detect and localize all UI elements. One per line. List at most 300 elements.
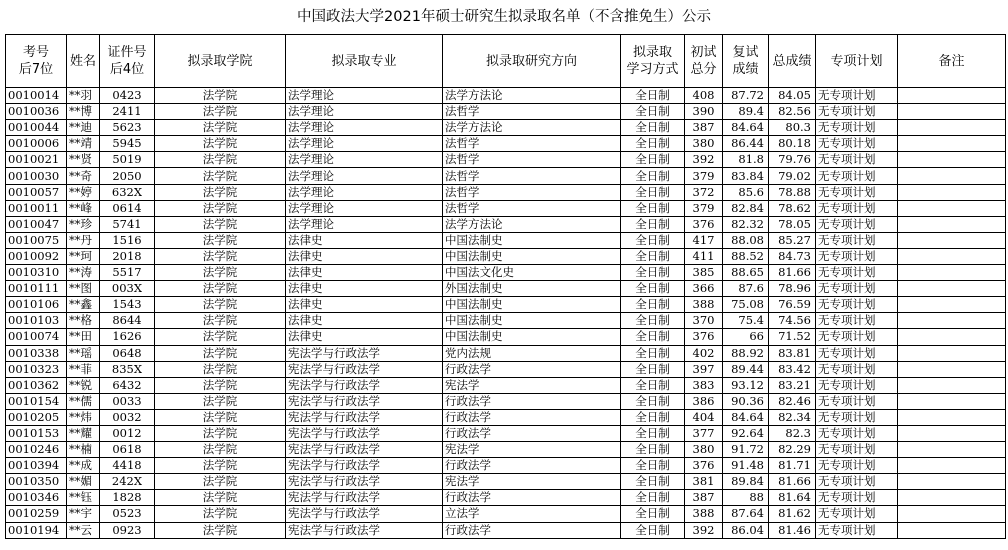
name-cell: **珂: [67, 248, 100, 264]
name-cell: **锐: [67, 377, 100, 393]
name-cell: **图: [67, 281, 100, 297]
college-cell: 法学院: [155, 120, 286, 136]
special-plan-cell: 无专项计划: [816, 88, 898, 104]
remarks-cell: [898, 120, 1006, 136]
college-cell: 法学院: [155, 200, 286, 216]
exam-no-cell: 0010154: [6, 393, 67, 409]
exam-no-cell: 0010106: [6, 297, 67, 313]
total-score-cell: 83.42: [769, 361, 816, 377]
remarks-cell: [898, 216, 1006, 232]
table-row: [6, 152, 1006, 168]
direction-cell: 中国法制史: [443, 248, 621, 264]
study-mode-cell: 全日制: [621, 297, 685, 313]
initial-score-cell: 381: [685, 474, 723, 490]
direction-cell: 行政法学: [443, 458, 621, 474]
initial-score-cell: 383: [685, 377, 723, 393]
study-mode-cell: 全日制: [621, 120, 685, 136]
name-cell: **丹: [67, 232, 100, 248]
table-row: [6, 474, 1006, 490]
direction-cell: 中国法制史: [443, 313, 621, 329]
remarks-cell: [898, 345, 1006, 361]
direction-cell: 行政法学: [443, 361, 621, 377]
total-score-cell: 78.88: [769, 184, 816, 200]
id-cell: 0423: [100, 88, 155, 104]
special-plan-cell: 无专项计划: [816, 409, 898, 425]
college-cell: 法学院: [155, 184, 286, 200]
total-score-cell: 79.02: [769, 168, 816, 184]
retest-score-cell: 83.84: [723, 168, 769, 184]
direction-cell: 宪法学: [443, 377, 621, 393]
special-plan-cell: 无专项计划: [816, 184, 898, 200]
major-cell: 宪法学与行政法学: [286, 393, 443, 409]
name-cell: **迪: [67, 120, 100, 136]
id-cell: 1543: [100, 297, 155, 313]
special-plan-cell: 无专项计划: [816, 522, 898, 538]
total-score-cell: 80.18: [769, 136, 816, 152]
major-cell: 法律史: [286, 265, 443, 281]
study-mode-cell: 全日制: [621, 232, 685, 248]
retest-score-cell: 82.32: [723, 216, 769, 232]
initial-score-cell: 387: [685, 120, 723, 136]
remarks-cell: [898, 281, 1006, 297]
direction-cell: 法哲学: [443, 152, 621, 168]
direction-cell: 中国法文化史: [443, 265, 621, 281]
exam-no-cell: 0010338: [6, 345, 67, 361]
retest-score-cell: 75.08: [723, 297, 769, 313]
exam-no-cell: 0010259: [6, 506, 67, 522]
total-score-cell: 82.46: [769, 393, 816, 409]
college-cell: 法学院: [155, 232, 286, 248]
major-cell: 法律史: [286, 232, 443, 248]
remarks-cell: [898, 409, 1006, 425]
initial-score-cell: 380: [685, 136, 723, 152]
direction-cell: 宪法学: [443, 442, 621, 458]
study-mode-cell: 全日制: [621, 409, 685, 425]
initial-score-cell: 390: [685, 104, 723, 120]
id-cell: 1516: [100, 232, 155, 248]
initial-score-cell: 372: [685, 184, 723, 200]
id-cell: 1828: [100, 490, 155, 506]
remarks-cell: [898, 425, 1006, 441]
remarks-cell: [898, 474, 1006, 490]
major-cell: 法学理论: [286, 88, 443, 104]
total-score-cell: 79.76: [769, 152, 816, 168]
direction-cell: 法哲学: [443, 136, 621, 152]
total-score-cell: 76.59: [769, 297, 816, 313]
id-cell: 6432: [100, 377, 155, 393]
table-row: [6, 168, 1006, 184]
name-cell: **媚: [67, 474, 100, 490]
direction-cell: 立法学: [443, 506, 621, 522]
college-cell: 法学院: [155, 393, 286, 409]
table-body: [6, 88, 1006, 539]
col-remarks-header: 备注: [898, 35, 1006, 88]
college-cell: 法学院: [155, 297, 286, 313]
exam-no-cell: 0010310: [6, 265, 67, 281]
remarks-cell: [898, 200, 1006, 216]
table-row: [6, 216, 1006, 232]
initial-score-cell: 385: [685, 265, 723, 281]
college-cell: 法学院: [155, 329, 286, 345]
id-cell: 003X: [100, 281, 155, 297]
retest-score-cell: 66: [723, 329, 769, 345]
major-cell: 宪法学与行政法学: [286, 409, 443, 425]
major-cell: 宪法学与行政法学: [286, 474, 443, 490]
direction-cell: 党内法规: [443, 345, 621, 361]
total-score-cell: 81.62: [769, 506, 816, 522]
name-cell: **峰: [67, 200, 100, 216]
study-mode-cell: 全日制: [621, 281, 685, 297]
exam-no-cell: 0010346: [6, 490, 67, 506]
college-cell: 法学院: [155, 265, 286, 281]
name-cell: **靖: [67, 136, 100, 152]
study-mode-cell: 全日制: [621, 248, 685, 264]
id-cell: 0614: [100, 200, 155, 216]
major-cell: 法学理论: [286, 136, 443, 152]
retest-score-cell: 91.48: [723, 458, 769, 474]
major-cell: 宪法学与行政法学: [286, 345, 443, 361]
college-cell: 法学院: [155, 425, 286, 441]
exam-no-cell: 0010044: [6, 120, 67, 136]
exam-no-cell: 0010111: [6, 281, 67, 297]
study-mode-cell: 全日制: [621, 506, 685, 522]
direction-cell: 行政法学: [443, 393, 621, 409]
special-plan-cell: 无专项计划: [816, 120, 898, 136]
direction-cell: 法学方法论: [443, 120, 621, 136]
major-cell: 宪法学与行政法学: [286, 361, 443, 377]
col-initial-score-header: 初试 总分: [685, 35, 723, 88]
total-score-cell: 83.21: [769, 377, 816, 393]
retest-score-cell: 75.4: [723, 313, 769, 329]
direction-cell: 行政法学: [443, 425, 621, 441]
retest-score-cell: 88: [723, 490, 769, 506]
direction-cell: 法学方法论: [443, 88, 621, 104]
college-cell: 法学院: [155, 313, 286, 329]
id-cell: 5517: [100, 265, 155, 281]
study-mode-cell: 全日制: [621, 490, 685, 506]
direction-cell: 行政法学: [443, 490, 621, 506]
retest-score-cell: 89.4: [723, 104, 769, 120]
table-row: [6, 120, 1006, 136]
special-plan-cell: 无专项计划: [816, 136, 898, 152]
name-cell: **涛: [67, 265, 100, 281]
special-plan-cell: 无专项计划: [816, 361, 898, 377]
name-cell: **奇: [67, 168, 100, 184]
special-plan-cell: 无专项计划: [816, 329, 898, 345]
retest-score-cell: 84.64: [723, 409, 769, 425]
col-id-header: 证件号 后4位: [100, 35, 155, 88]
page-title: 中国政法大学2021年硕士研究生拟录取名单（不含推免生）公示: [297, 9, 711, 25]
retest-score-cell: 88.08: [723, 232, 769, 248]
exam-no-cell: 0010030: [6, 168, 67, 184]
remarks-cell: [898, 265, 1006, 281]
major-cell: 宪法学与行政法学: [286, 458, 443, 474]
exam-no-cell: 0010362: [6, 377, 67, 393]
college-cell: 法学院: [155, 136, 286, 152]
col-name-header: 姓名: [67, 35, 100, 88]
remarks-cell: [898, 329, 1006, 345]
initial-score-cell: 388: [685, 297, 723, 313]
remarks-cell: [898, 442, 1006, 458]
remarks-cell: [898, 393, 1006, 409]
remarks-cell: [898, 522, 1006, 538]
initial-score-cell: 404: [685, 409, 723, 425]
remarks-cell: [898, 232, 1006, 248]
remarks-cell: [898, 377, 1006, 393]
retest-score-cell: 88.92: [723, 345, 769, 361]
table-row: [6, 506, 1006, 522]
college-cell: 法学院: [155, 168, 286, 184]
total-score-cell: 78.62: [769, 200, 816, 216]
special-plan-cell: 无专项计划: [816, 297, 898, 313]
exam-no-cell: 0010011: [6, 200, 67, 216]
remarks-cell: [898, 506, 1006, 522]
remarks-cell: [898, 361, 1006, 377]
header-row: [6, 35, 1006, 88]
exam-no-cell: 0010092: [6, 248, 67, 264]
table-row: [6, 361, 1006, 377]
name-cell: **博: [67, 104, 100, 120]
exam-no-cell: 0010194: [6, 522, 67, 538]
remarks-cell: [898, 104, 1006, 120]
initial-score-cell: 377: [685, 425, 723, 441]
special-plan-cell: 无专项计划: [816, 281, 898, 297]
college-cell: 法学院: [155, 88, 286, 104]
table-row: [6, 458, 1006, 474]
special-plan-cell: 无专项计划: [816, 248, 898, 264]
special-plan-cell: 无专项计划: [816, 377, 898, 393]
special-plan-cell: 无专项计划: [816, 442, 898, 458]
initial-score-cell: 379: [685, 200, 723, 216]
table-row: [6, 409, 1006, 425]
initial-score-cell: 370: [685, 313, 723, 329]
id-cell: 835X: [100, 361, 155, 377]
retest-score-cell: 92.64: [723, 425, 769, 441]
remarks-cell: [898, 88, 1006, 104]
total-score-cell: 82.29: [769, 442, 816, 458]
college-cell: 法学院: [155, 281, 286, 297]
table-row: [6, 200, 1006, 216]
exam-no-cell: 0010205: [6, 409, 67, 425]
table-row: [6, 377, 1006, 393]
table-row: [6, 442, 1006, 458]
major-cell: 宪法学与行政法学: [286, 522, 443, 538]
retest-score-cell: 86.04: [723, 522, 769, 538]
major-cell: 法学理论: [286, 168, 443, 184]
id-cell: 0523: [100, 506, 155, 522]
exam-no-cell: 0010350: [6, 474, 67, 490]
college-cell: 法学院: [155, 377, 286, 393]
major-cell: 法律史: [286, 313, 443, 329]
special-plan-cell: 无专项计划: [816, 345, 898, 361]
exam-no-cell: 0010057: [6, 184, 67, 200]
initial-score-cell: 392: [685, 522, 723, 538]
exam-no-cell: 0010047: [6, 216, 67, 232]
id-cell: 0648: [100, 345, 155, 361]
col-retest-score-header: 复试 成绩: [723, 35, 769, 88]
study-mode-cell: 全日制: [621, 458, 685, 474]
special-plan-cell: 无专项计划: [816, 313, 898, 329]
retest-score-cell: 86.44: [723, 136, 769, 152]
id-cell: 4418: [100, 458, 155, 474]
total-score-cell: 83.81: [769, 345, 816, 361]
special-plan-cell: 无专项计划: [816, 232, 898, 248]
initial-score-cell: 376: [685, 216, 723, 232]
name-cell: **珍: [67, 216, 100, 232]
exam-no-cell: 0010075: [6, 232, 67, 248]
initial-score-cell: 397: [685, 361, 723, 377]
major-cell: 宪法学与行政法学: [286, 377, 443, 393]
id-cell: 1626: [100, 329, 155, 345]
initial-score-cell: 411: [685, 248, 723, 264]
initial-score-cell: 366: [685, 281, 723, 297]
id-cell: 5623: [100, 120, 155, 136]
retest-score-cell: 87.72: [723, 88, 769, 104]
initial-score-cell: 417: [685, 232, 723, 248]
table-row: [6, 393, 1006, 409]
remarks-cell: [898, 490, 1006, 506]
retest-score-cell: 87.6: [723, 281, 769, 297]
major-cell: 宪法学与行政法学: [286, 425, 443, 441]
col-major-header: 拟录取专业: [286, 35, 443, 88]
name-cell: **田: [67, 329, 100, 345]
college-cell: 法学院: [155, 361, 286, 377]
total-score-cell: 82.34: [769, 409, 816, 425]
total-score-cell: 84.05: [769, 88, 816, 104]
exam-no-cell: 0010323: [6, 361, 67, 377]
major-cell: 宪法学与行政法学: [286, 490, 443, 506]
major-cell: 法学理论: [286, 120, 443, 136]
study-mode-cell: 全日制: [621, 200, 685, 216]
id-cell: 2050: [100, 168, 155, 184]
id-cell: 5741: [100, 216, 155, 232]
col-direction-header: 拟录取研究方向: [443, 35, 621, 88]
name-cell: **格: [67, 313, 100, 329]
direction-cell: 法哲学: [443, 168, 621, 184]
special-plan-cell: 无专项计划: [816, 425, 898, 441]
special-plan-cell: 无专项计划: [816, 458, 898, 474]
exam-no-cell: 0010014: [6, 88, 67, 104]
exam-no-cell: 0010074: [6, 329, 67, 345]
college-cell: 法学院: [155, 216, 286, 232]
id-cell: 632X: [100, 184, 155, 200]
name-cell: **云: [67, 522, 100, 538]
direction-cell: 宪法学: [443, 474, 621, 490]
name-cell: **成: [67, 458, 100, 474]
total-score-cell: 82.56: [769, 104, 816, 120]
direction-cell: 法哲学: [443, 200, 621, 216]
name-cell: **耀: [67, 425, 100, 441]
total-score-cell: 71.52: [769, 329, 816, 345]
study-mode-cell: 全日制: [621, 184, 685, 200]
special-plan-cell: 无专项计划: [816, 474, 898, 490]
study-mode-cell: 全日制: [621, 216, 685, 232]
table-row: [6, 104, 1006, 120]
direction-cell: 法哲学: [443, 104, 621, 120]
exam-no-cell: 0010021: [6, 152, 67, 168]
study-mode-cell: 全日制: [621, 474, 685, 490]
table-row: [6, 490, 1006, 506]
remarks-cell: [898, 458, 1006, 474]
major-cell: 法律史: [286, 281, 443, 297]
study-mode-cell: 全日制: [621, 168, 685, 184]
major-cell: 法学理论: [286, 200, 443, 216]
study-mode-cell: 全日制: [621, 393, 685, 409]
total-score-cell: 81.71: [769, 458, 816, 474]
total-score-cell: 82.3: [769, 425, 816, 441]
study-mode-cell: 全日制: [621, 104, 685, 120]
study-mode-cell: 全日制: [621, 88, 685, 104]
total-score-cell: 81.66: [769, 265, 816, 281]
college-cell: 法学院: [155, 442, 286, 458]
total-score-cell: 85.27: [769, 232, 816, 248]
direction-cell: 中国法制史: [443, 232, 621, 248]
exam-no-cell: 0010394: [6, 458, 67, 474]
total-score-cell: 81.66: [769, 474, 816, 490]
initial-score-cell: 402: [685, 345, 723, 361]
retest-score-cell: 85.6: [723, 184, 769, 200]
study-mode-cell: 全日制: [621, 329, 685, 345]
table-row: [6, 522, 1006, 538]
major-cell: 法学理论: [286, 104, 443, 120]
initial-score-cell: 387: [685, 490, 723, 506]
name-cell: **楠: [67, 442, 100, 458]
id-cell: 5019: [100, 152, 155, 168]
special-plan-cell: 无专项计划: [816, 104, 898, 120]
retest-score-cell: 88.65: [723, 265, 769, 281]
total-score-cell: 74.56: [769, 313, 816, 329]
initial-score-cell: 376: [685, 329, 723, 345]
study-mode-cell: 全日制: [621, 152, 685, 168]
remarks-cell: [898, 136, 1006, 152]
major-cell: 宪法学与行政法学: [286, 442, 443, 458]
exam-no-cell: 0010153: [6, 425, 67, 441]
exam-no-cell: 0010103: [6, 313, 67, 329]
college-cell: 法学院: [155, 474, 286, 490]
special-plan-cell: 无专项计划: [816, 200, 898, 216]
id-cell: 8644: [100, 313, 155, 329]
initial-score-cell: 386: [685, 393, 723, 409]
direction-cell: 中国法制史: [443, 329, 621, 345]
table-row: [6, 184, 1006, 200]
name-cell: **菲: [67, 361, 100, 377]
remarks-cell: [898, 297, 1006, 313]
remarks-cell: [898, 313, 1006, 329]
table-row: [6, 297, 1006, 313]
study-mode-cell: 全日制: [621, 377, 685, 393]
retest-score-cell: 81.8: [723, 152, 769, 168]
id-cell: 0012: [100, 425, 155, 441]
college-cell: 法学院: [155, 522, 286, 538]
retest-score-cell: 89.44: [723, 361, 769, 377]
retest-score-cell: 82.84: [723, 200, 769, 216]
admission-table: [5, 34, 1006, 539]
name-cell: **瑶: [67, 345, 100, 361]
total-score-cell: 81.46: [769, 522, 816, 538]
direction-cell: 法哲学: [443, 184, 621, 200]
direction-cell: 行政法学: [443, 522, 621, 538]
name-cell: **婷: [67, 184, 100, 200]
exam-no-cell: 0010246: [6, 442, 67, 458]
study-mode-cell: 全日制: [621, 265, 685, 281]
table-row: [6, 345, 1006, 361]
total-score-cell: 78.05: [769, 216, 816, 232]
college-cell: 法学院: [155, 152, 286, 168]
col-special-plan-header: 专项计划: [816, 35, 898, 88]
direction-cell: 法学方法论: [443, 216, 621, 232]
major-cell: 法学理论: [286, 152, 443, 168]
table-row: [6, 248, 1006, 264]
